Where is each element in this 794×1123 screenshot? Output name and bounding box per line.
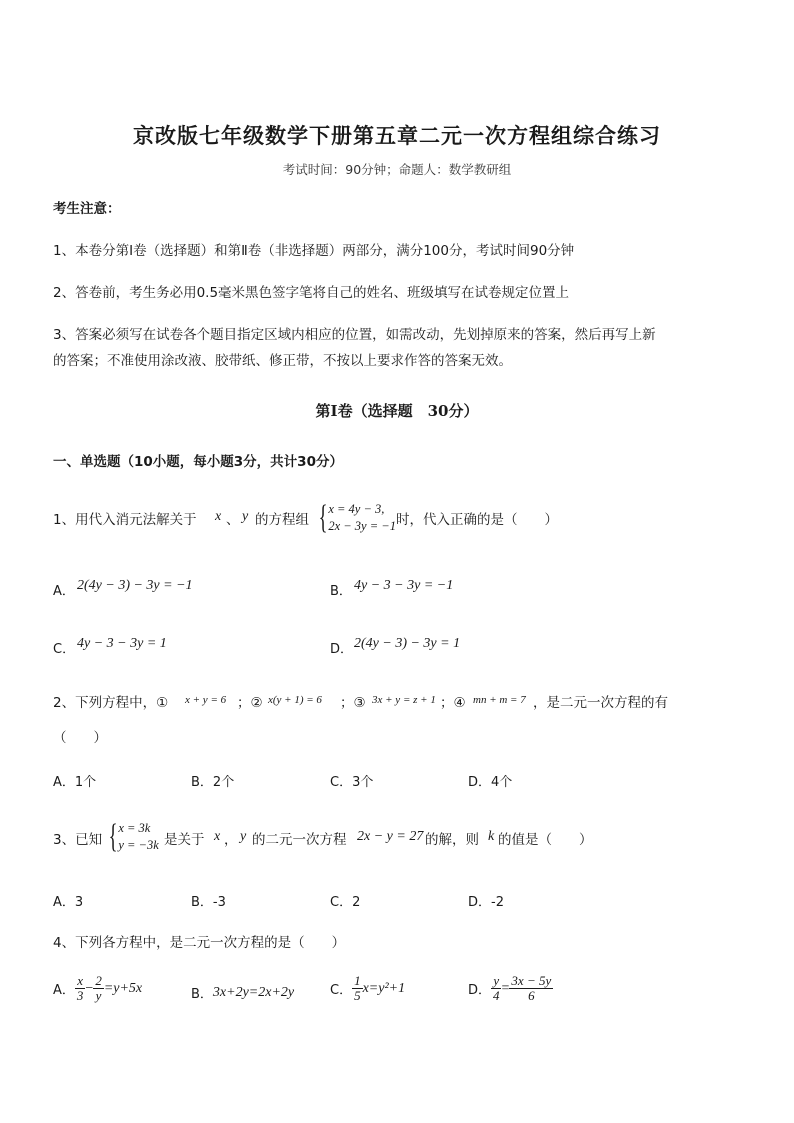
q4-option-b [191, 983, 294, 1002]
q4-option-d [468, 974, 553, 1003]
q3-mid2: 的二元一次方程 [252, 832, 347, 848]
q3-suffix: 的值是（ ） [498, 832, 593, 848]
q4-d-eq: = [501, 980, 510, 996]
q2-sep1: ；② [237, 695, 263, 711]
q4-a-frac2-den: y [95, 988, 102, 1003]
q4-c-frac-num: 1 [354, 973, 361, 988]
q2-eq4: mn + m = 7 [473, 694, 526, 706]
q4-c-frac-den: 5 [354, 988, 361, 1003]
q3-equation-system [105, 820, 159, 854]
q1-option-a: 2(4y − 3) − 3y = −1 [77, 578, 193, 593]
q1-var-x: x [215, 509, 222, 524]
q4-text: 4、下列各方程中，是二元一次方程的是（ ） [53, 935, 346, 951]
q2-option-b: B．2个 [191, 775, 235, 790]
q4-b-expr: 3x+2y=2x+2y [212, 984, 295, 1000]
q1-mid: 的方程组 [255, 512, 309, 528]
q1-option-d-label: D． [330, 642, 354, 657]
q3-comma: ， [224, 832, 238, 848]
q4-option-c-label: C． [330, 983, 353, 998]
q1-suffix: 时，代入正确的是（ ） [396, 512, 558, 528]
q2-paren: （ ） [53, 730, 107, 746]
q4-d-frac2 [509, 974, 553, 1003]
q4-c-frac [352, 974, 363, 1003]
q4-option-a-label: A． [53, 983, 75, 998]
q2-sep2: ；③ [340, 695, 366, 711]
q1-option-d: 2(4y − 3) − 3y = 1 [354, 636, 461, 651]
q4-d-frac1-num: y [493, 973, 500, 988]
q4-d-frac2-num: 3x − 5y [511, 973, 552, 988]
page-title: 京改版七年级数学下册第五章二元一次方程组综合练习 [133, 123, 661, 148]
q4-d-frac2-den: 6 [528, 988, 535, 1003]
q2-option-a: A．1个 [53, 775, 97, 790]
q1-var-y: y [242, 509, 249, 524]
q3-eq2: y = −3k [118, 838, 159, 852]
q4-a-frac2-num: 2 [95, 973, 102, 988]
q3-var-k: k [488, 829, 495, 844]
q3-var-x: x [214, 829, 221, 844]
notice-item-1: 1、本卷分第Ⅰ卷（选择题）和第Ⅱ卷（非选择题）两部分，满分100分，考试时间90分钟 [53, 243, 575, 259]
section-heading: 一、单选题（10小题，每小题3分，共计30分） [53, 454, 343, 470]
notice-heading: 考生注意： [53, 201, 121, 217]
q4-a-rest: =y+5x [103, 980, 143, 996]
q1-option-c: 4y − 3 − 3y = 1 [77, 636, 167, 651]
q1-option-a-label: A． [53, 584, 75, 599]
q2-eq2: x(y + 1) = 6 [268, 694, 322, 706]
q2-eq1: x + y = 6 [185, 694, 227, 706]
q2-sep3: ；④ [440, 695, 466, 711]
q2-suffix: ，是二元一次方程的有 [533, 695, 668, 711]
q1-eq2: 2x − 3y = −1 [328, 519, 396, 533]
q1-prefix: 1、用代入消元法解关于 [53, 512, 197, 528]
q2-option-d: D．4个 [468, 775, 513, 790]
q3-mid3: 的解，则 [425, 832, 479, 848]
page-subtitle: 考试时间：90分钟；命题人：数学教研组 [282, 162, 512, 177]
q3-option-a: A．3 [53, 895, 84, 910]
q1-option-b-label: B． [330, 584, 352, 599]
q4-a-frac1 [75, 974, 86, 1003]
notice-item-2: 2、答卷前，考生务必用0.5毫米黑色签字笔将自己的姓名、班级填写在试卷规定位置上 [53, 285, 570, 301]
notice-item-3: 3、答案必须写在试卷各个题目指定区域内相应的位置，如需改动，先划掉原来的答案，然后再写上新 [53, 327, 656, 343]
q2-eq3: 3x + y = z + 1 [372, 694, 436, 706]
q4-d-frac1-den: 4 [493, 988, 500, 1003]
q3-option-c: C．2 [330, 895, 361, 910]
q3-prefix: 3、已知 [53, 832, 103, 848]
q3-option-d: D．-2 [468, 895, 504, 910]
q3-mid: 是关于 [164, 832, 205, 848]
q4-a-frac2 [93, 974, 104, 1003]
q4-d-frac1 [491, 974, 502, 1003]
notice-item-3-cont: 的答案；不准使用涂改液、胶带纸、修正带，不按以上要求作答的答案无效。 [53, 353, 512, 369]
q4-option-c [330, 974, 405, 1003]
q1-eq1: x = 4y − 3, [328, 502, 385, 516]
q3-brace: { [108, 818, 118, 855]
q4-a-minus: − [85, 980, 94, 996]
q3-option-b: B．-3 [191, 895, 226, 910]
q1-equation-system [315, 501, 396, 535]
part1-heading: 第Ⅰ卷（选择题 30分） [315, 402, 479, 420]
q1-sep: 、 [226, 512, 240, 528]
q4-a-frac1-num: x [77, 973, 84, 988]
q4-option-a [53, 974, 142, 1003]
q1-option-c-label: C． [53, 642, 76, 657]
q4-option-d-label: D． [468, 983, 492, 998]
q2-prefix: 2、下列方程中，① [53, 695, 169, 711]
q4-option-b-label: B． [191, 987, 213, 1002]
q1-brace: { [318, 499, 328, 536]
q4-a-frac1-den: 3 [76, 988, 84, 1003]
q3-equation: 2x − y = 27 [357, 829, 424, 844]
q3-eq1: x = 3k [118, 821, 151, 835]
q4-c-rest: x=y²+1 [362, 980, 406, 996]
q2-option-c: C．3个 [330, 775, 374, 790]
q3-var-y: y [240, 829, 247, 844]
q1-option-b: 4y − 3 − 3y = −1 [354, 578, 454, 593]
